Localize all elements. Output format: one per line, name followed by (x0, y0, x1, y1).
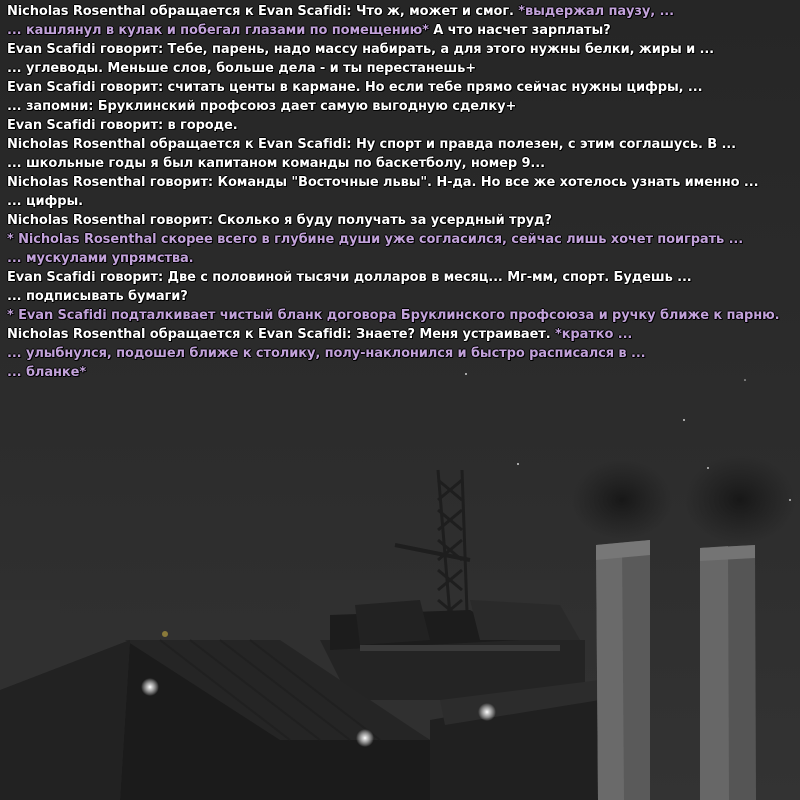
chat-action-text: *кратко ... (555, 327, 633, 342)
chat-line (7, 135, 797, 154)
chat-action-text: ... мускулами упрямства. (7, 251, 194, 266)
chat-speech-text: Nicholas Rosenthal обращается к Evan Scafidi: Ну спорт и правда полезен, с этим соглашусь. В ... (7, 137, 736, 152)
chat-speech-text: Nicholas Rosenthal говорит: Команды "Восточные львы". Н-да. Но все же хотелось узнать именно ... (7, 175, 759, 190)
chat-action-text: ... бланке* (7, 365, 87, 380)
chat-line (7, 344, 797, 363)
chat-line (7, 325, 797, 344)
chat-line (7, 211, 797, 230)
chat-action-text: * Evan Scafidi подталкивает чистый бланк договора Бруклинского профсоюза и ручку ближе к парню. (7, 308, 780, 323)
chat-action-text: ... улыбнулся, подошел ближе к столику, полу-наклонился и быстро расписался в ... (7, 346, 646, 361)
chat-speech-text: Nicholas Rosenthal обращается к Evan Scafidi: Что ж, может и смог. (7, 4, 519, 19)
chat-speech-text: ... школьные годы я был капитаном команды по баскетболу, номер 9... (7, 156, 545, 171)
chat-line (7, 363, 797, 382)
chat-line (7, 268, 797, 287)
chat-speech-text: Nicholas Rosenthal говорит: Сколько я буду получать за усердный труд? (7, 213, 552, 228)
chat-speech-text: Nicholas Rosenthal обращается к Evan Scafidi: Знаете? Меня устраивает. (7, 327, 556, 342)
chat-line (7, 230, 797, 249)
chat-speech-text: Evan Scafidi говорит: Две с половиной тысячи долларов в месяц... Мг-мм, спорт. Будешь ... (7, 270, 692, 285)
chat-speech-text: Evan Scafidi говорит: Тебе, парень, надо массу набирать, а для этого нужны белки, жиры и ... (7, 42, 715, 57)
chat-speech-text: ... цифры. (7, 194, 83, 209)
chat-action-text: *выдержал паузу, ... (518, 4, 674, 19)
chat-line (7, 97, 797, 116)
chat-line (7, 21, 797, 40)
chat-speech-text: Evan Scafidi говорит: считать центы в кармане. Но если тебе прямо сейчас нужны цифры, ... (7, 80, 703, 95)
chat-line (7, 306, 797, 325)
chat-line (7, 154, 797, 173)
chat-log (7, 2, 797, 382)
chat-line (7, 116, 797, 135)
chat-line (7, 249, 797, 268)
chat-speech-text: Evan Scafidi говорит: в городе. (7, 118, 238, 133)
chat-line (7, 287, 797, 306)
ship (320, 600, 585, 700)
chat-line (7, 173, 797, 192)
chat-line (7, 78, 797, 97)
chat-action-text: ... кашлянул в кулак и побегал глазами по помещению* (7, 23, 434, 38)
chat-action-text: * Nicholas Rosenthal скорее всего в глубине души уже согласился, сейчас лишь хочет поиграть ... (7, 232, 744, 247)
chat-line (7, 59, 797, 78)
chat-speech-text: ... углеводы. Меньше слов, больше дела - и ты перестанешь+ (7, 61, 477, 76)
chat-speech-text: А что насчет зарплаты? (433, 23, 611, 38)
chat-line (7, 2, 797, 21)
chat-speech-text: ... подписывать бумаги? (7, 289, 188, 304)
chat-line (7, 192, 797, 211)
chat-line (7, 40, 797, 59)
chat-speech-text: ... запомни: Бруклинский профсоюз дает самую выгодную сделку+ (7, 99, 517, 114)
dock-structures (430, 680, 610, 800)
